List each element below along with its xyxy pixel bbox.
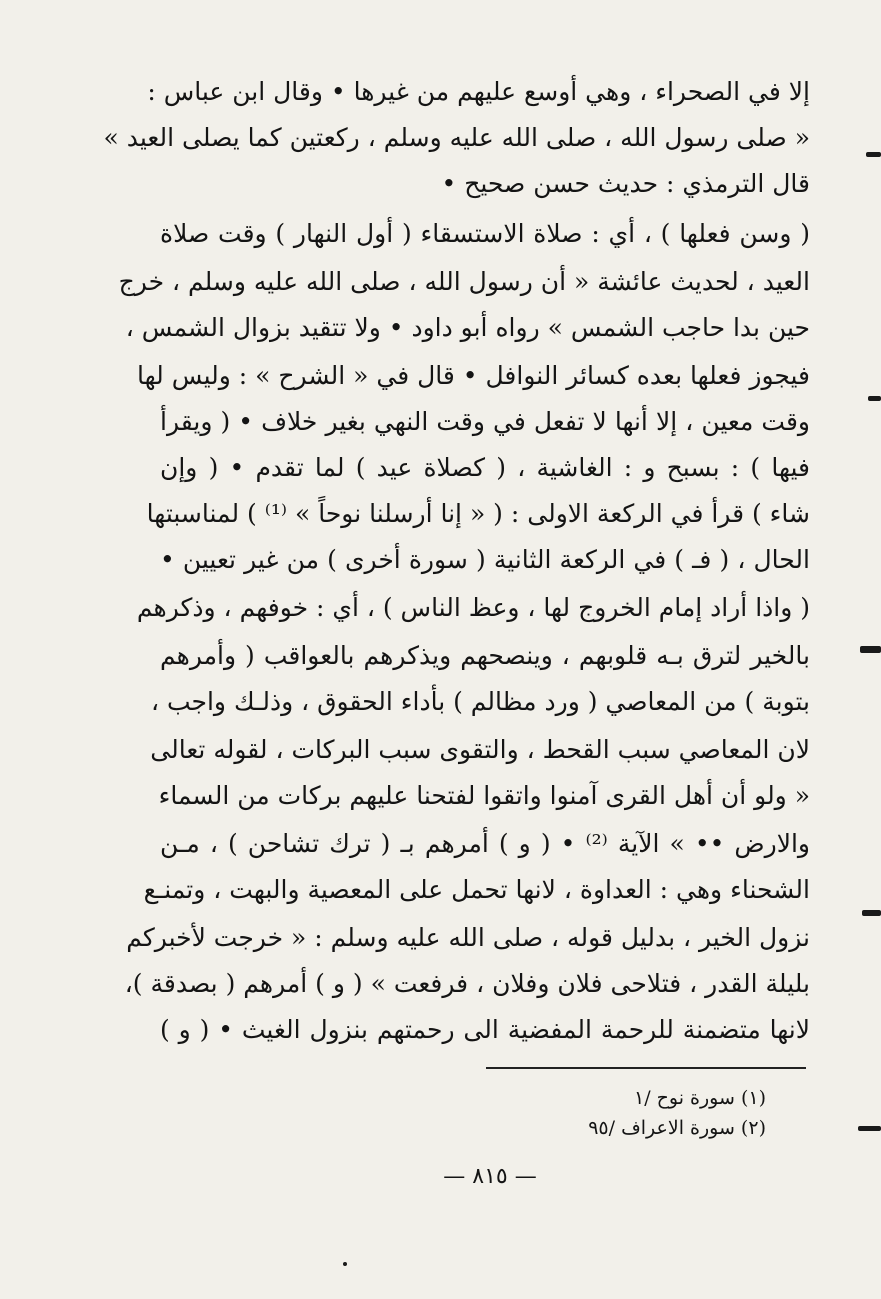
scan-mark [862, 910, 881, 916]
scan-mark [866, 152, 881, 157]
body-line-18: الشحناء وهي : العداوة ، لانها تحمل على المعصية والبهت ، وتمنـع [143, 875, 810, 904]
body-line-11: الحال ، ( فـ ) في الركعة الثانية ( سورة أخرى ) من غير تعيين • [160, 545, 810, 574]
body-line-9: فيها ) : بسبح و : الغاشية ، ( كصلاة عيد ) لما تقدم • ( وإن [160, 453, 810, 482]
body-line-14: بتوبة ) من المعاصي ( ورد مظالم ) بأداء الحقوق ، وذلـك واجب ، [150, 687, 810, 716]
body-line-1: إلا في الصحراء ، وهي أوسع عليهم من غيرها • وقال ابن عباس : [147, 77, 810, 106]
scan-mark [868, 396, 881, 401]
page-number: — ٨١٥ — [443, 1164, 537, 1189]
footnote-1: (١) سورة نوح /١ [633, 1087, 766, 1109]
footnote-separator [486, 1067, 806, 1069]
body-line-8: وقت معين ، إلا أنها لا تفعل في وقت النهي بغير خلاف • ( ويقرأ [160, 407, 810, 436]
scan-dot [343, 1262, 347, 1266]
body-line-19: نزول الخير ، بدليل قوله ، صلى الله عليه وسلم : « خرجت لأخبركم [126, 923, 810, 952]
body-line-16: « ولو أن أهل القرى آمنوا واتقوا لفتحنا عليهم بركات من السماء [158, 781, 810, 810]
body-line-7: فيجوز فعلها بعده كسائر النوافل • قال في « الشرح » : وليس لها [137, 361, 810, 390]
body-line-3: قال الترمذي : حديث حسن صحيح • [441, 169, 810, 198]
scan-mark [858, 1126, 881, 1131]
body-line-12: ( واذا أراد إمام الخروج لها ، وعظ الناس ) ، أي : خوفهم ، وذكرهم [136, 593, 810, 622]
body-line-5: العيد ، لحديث عائشة « أن رسول الله ، صلى الله عليه وسلم ، خرج [118, 267, 810, 296]
body-line-6: حين بدا حاجب الشمس » رواه أبو داود • ولا تتقيد بزوال الشمس ، [125, 313, 810, 342]
scan-mark [860, 646, 881, 653]
body-line-13: بالخير لترق بـه قلوبهم ، وينصحهم ويذكرهم بالعواقب ( وأمرهم [160, 641, 810, 670]
body-line-21: لانها متضمنة للرحمة المفضية الى رحمتهم بنزول الغيث • ( و ) [160, 1015, 810, 1044]
footnote-2: (٢) سورة الاعراف /٩٥ [588, 1117, 766, 1139]
body-line-20: بليلة القدر ، فتلاحى فلان وفلان ، فرفعت » ( و ) أمرهم ( بصدقة )، [124, 969, 810, 998]
body-line-2: « صلى رسول الله ، صلى الله عليه وسلم ، ركعتين كما يصلى العيد » [103, 123, 810, 152]
body-line-10: شاء ) قرأ في الركعة الاولى : ( « إنا أرسلنا نوحاً » ⁽¹⁾ ) لمناسبتها [146, 499, 810, 528]
body-line-4: ( وسن فعلها ) ، أي : صلاة الاستسقاء ( أول النهار ) وقت صلاة [160, 219, 810, 248]
body-line-15: لان المعاصي سبب القحط ، والتقوى سبب البركات ، لقوله تعالى [150, 735, 810, 764]
body-line-17: والارض •• » الآية ⁽²⁾ • ( و ) أمرهم بـ ( ترك تشاحن ) ، مـن [160, 829, 810, 858]
